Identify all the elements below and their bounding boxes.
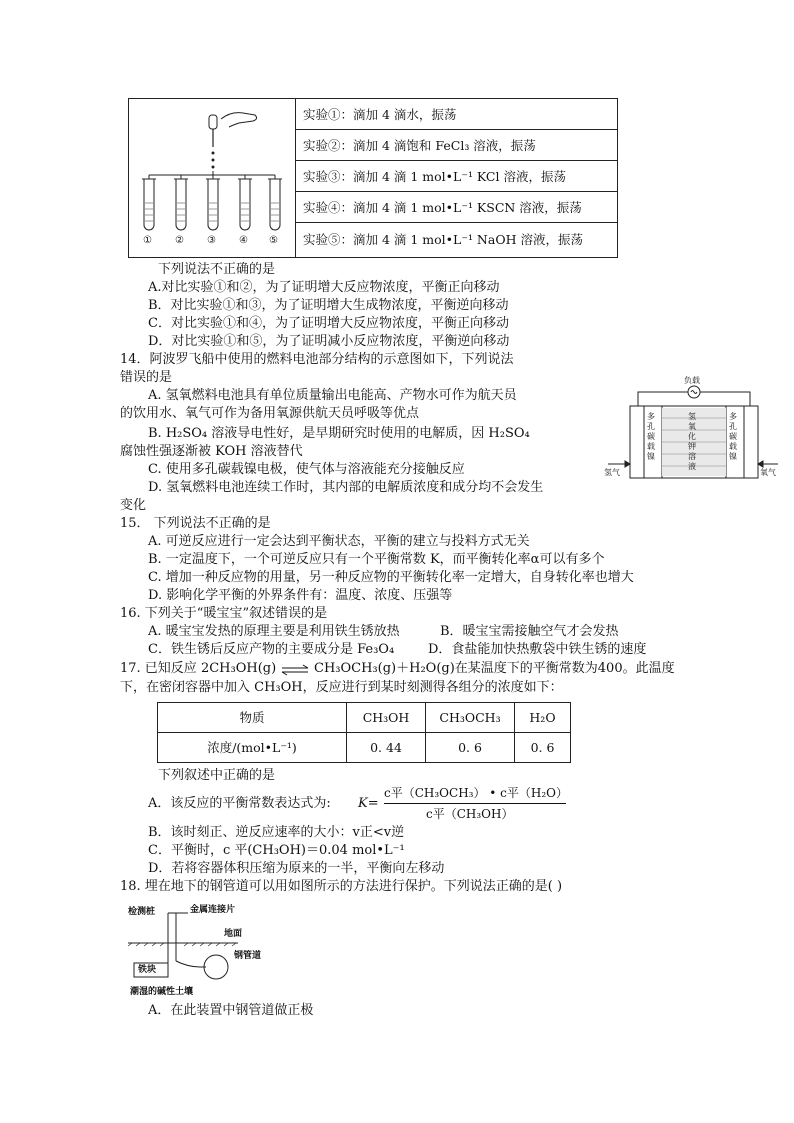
k-fraction [384,784,574,824]
pipe-protection-figure [128,905,308,1001]
q18-stem: 18. 埋在地下的钢管道可以用如图所示的方法进行保护。下列说法正确的是( ) [120,879,563,894]
fraction-bar [384,803,566,804]
experiment-row: 实验③：滴加 4 滴 1 mol•L⁻¹ KCl 溶液，振荡 [295,161,617,192]
q16-stem: 16. 下列关于“暖宝宝”叙述错误的是 [120,606,328,621]
tube-label: ⑤ [269,235,278,246]
table-row [158,703,571,733]
q17-sub-stem: 下列叙述中正确的是 [158,768,276,783]
table-cell: 浓度/(mol•L⁻¹) [158,733,347,763]
q17-option-a: A．该反应的平衡常数表达式为: [148,796,331,811]
load-label: 负载 [684,376,700,385]
q14-stem: 14．阿波罗飞船中使用的燃料电池部分结构的示意图如下，下列说法 [120,352,514,367]
electrolyte-label: 氢氧化钾溶液 [688,412,696,471]
right-electrode-label: 多孔碳载镍 [729,412,737,461]
q17-stem-part2: CH₃OCH₃(g)＋H₂O(g)在某温度下的平衡常数为400。此温度 [314,661,675,676]
metal-piece-label: 金属连接片 [190,905,236,915]
q17-option-d: D．若将容器体积压缩为原来的一半，平衡向左移动 [148,861,445,876]
q14-option-d: D. 氢氧燃料电池连续工作时，其内部的电解质浓度和成分均不会发生 [148,480,544,495]
q14-option-b-cont: 腐蚀性强逐渐被 KOH 溶液替代 [120,444,303,459]
q13-option-c: C．对比实验①和④，为了证明增大反应物浓度，平衡正向移动 [148,316,509,331]
iron-block-label: 铁块 [138,965,157,975]
experiment-row: 实验⑤：滴加 4 滴 1 mol•L⁻¹ NaOH 溶液，振荡 [303,232,583,247]
q16-option-d: D．食盐能加快热敷袋中铁生锈的速度 [428,642,647,657]
q14-option-b: B. H₂SO₄ 溶液导电性好，是早期研究时使用的电解质，因 H₂SO₄ [148,426,530,441]
q13-option-d: D．对比实验①和⑤，为了证明减小反应物浓度，平衡逆向移动 [148,334,510,349]
q14-option-d-cont: 变化 [120,498,147,513]
tube-label: ③ [207,235,216,246]
experiment-row: 实验④：滴加 4 滴 1 mol•L⁻¹ KSCN 溶液，振荡 [295,192,617,223]
q16-option-a: A. 暖宝宝发热的原理主要是利用铁生锈放热 [148,624,400,639]
q15-option-c: C. 增加一种反应物的用量，另一种反应物的平衡转化率一定增大，自身转化率也增大 [148,570,634,585]
q14-option-a: A. 氢氧燃料电池具有单位质量输出电能高、产物水可作为航天员 [148,388,517,403]
q13-option-a: A.对比实验①和②，为了证明增大反应物浓度，平衡正向移动 [148,280,500,295]
experiment-row: 实验①：滴加 4 滴水，振荡 [295,99,617,130]
q18-option-a: A．在此装置中钢管道做正极 [148,1003,314,1018]
fuel-cell-figure [600,378,780,488]
q15-option-a: A. 可逆反应进行一定会达到平衡状态，平衡的建立与投料方式无关 [148,534,530,549]
table-row [158,733,571,763]
q15-stem: 15． 下列说法不正确的是 [120,516,271,531]
k-label: K= [358,796,379,811]
tube-label: ① [143,235,152,246]
pipe-label: 钢管道 [234,951,262,961]
q17-option-c: C．平衡时，c 平(CH₃OH)＝0.04 mol•L⁻¹ [148,843,405,858]
experiment-table [128,98,618,258]
q15-option-d: D. 影响化学平衡的外界条件有：温度、浓度、压强等 [148,588,453,603]
q14-stem-cont: 错误的是 [120,370,173,385]
table-cell: 0. 6 [515,733,571,763]
soil-label: 潮湿的碱性土壤 [130,987,194,997]
q17-stem-part1: 17. 已知反应 2CH₃OH(g) [120,661,277,676]
concentration-table [157,702,571,763]
q14-option-a-cont: 的饮用水、氧气可作为备用氧源供航天员呼吸等优点 [120,406,420,421]
q16-option-b: B．暖宝宝需接触空气才会发热 [440,624,619,639]
left-electrode-label: 多孔碳载镍 [647,412,655,461]
table-cell: CH₃OH [347,703,426,733]
experiment-row: 实验②：滴加 4 滴饱和 FeCl₃ 溶液，振荡 [295,130,617,161]
k-numerator: c平（CH₃OCH₃） • c平（H₂O） [384,786,569,800]
table-cell: 物质 [158,703,347,733]
q17-stem-cont: 下，在密闭容器中加入 CH₃OH，反应进行到某时刻测得各组分的浓度如下： [120,680,563,695]
q15-option-b: B. 一定温度下，一个可逆反应只有一个平衡常数 K，而平衡转化率α可以有多个 [148,552,605,567]
q16-option-c: C．铁生锈后反应产物的主要成分是 Fe₃O₄ [148,642,395,657]
oxygen-label: 氧气 [760,468,776,477]
table-cell: CH₃OCH₃ [426,703,515,733]
q14-option-c: C. 使用多孔碳载镍电极，使气体与溶液能充分接触反应 [148,462,465,477]
hydrogen-label: 氢气 [604,468,620,477]
q13-option-b: B．对比实验①和③，为了证明增大生成物浓度，平衡逆向移动 [148,298,509,313]
equilibrium-arrow-icon [280,664,310,676]
tube-label: ② [175,235,184,246]
detect-post-label: 检测桩 [128,907,156,917]
table-cell: 0. 6 [426,733,515,763]
table-cell: H₂O [515,703,571,733]
ground-label: 地面 [224,929,243,939]
test-tube-figure [129,99,296,257]
tube-label: ④ [239,235,248,246]
q13-stem: 下列说法不正确的是 [158,262,276,277]
q17-option-b: B．该时刻正、逆反应速率的大小：v正<v逆 [148,825,405,840]
table-cell: 0. 44 [347,733,426,763]
k-denominator: c平（CH₃OH） [426,807,514,821]
